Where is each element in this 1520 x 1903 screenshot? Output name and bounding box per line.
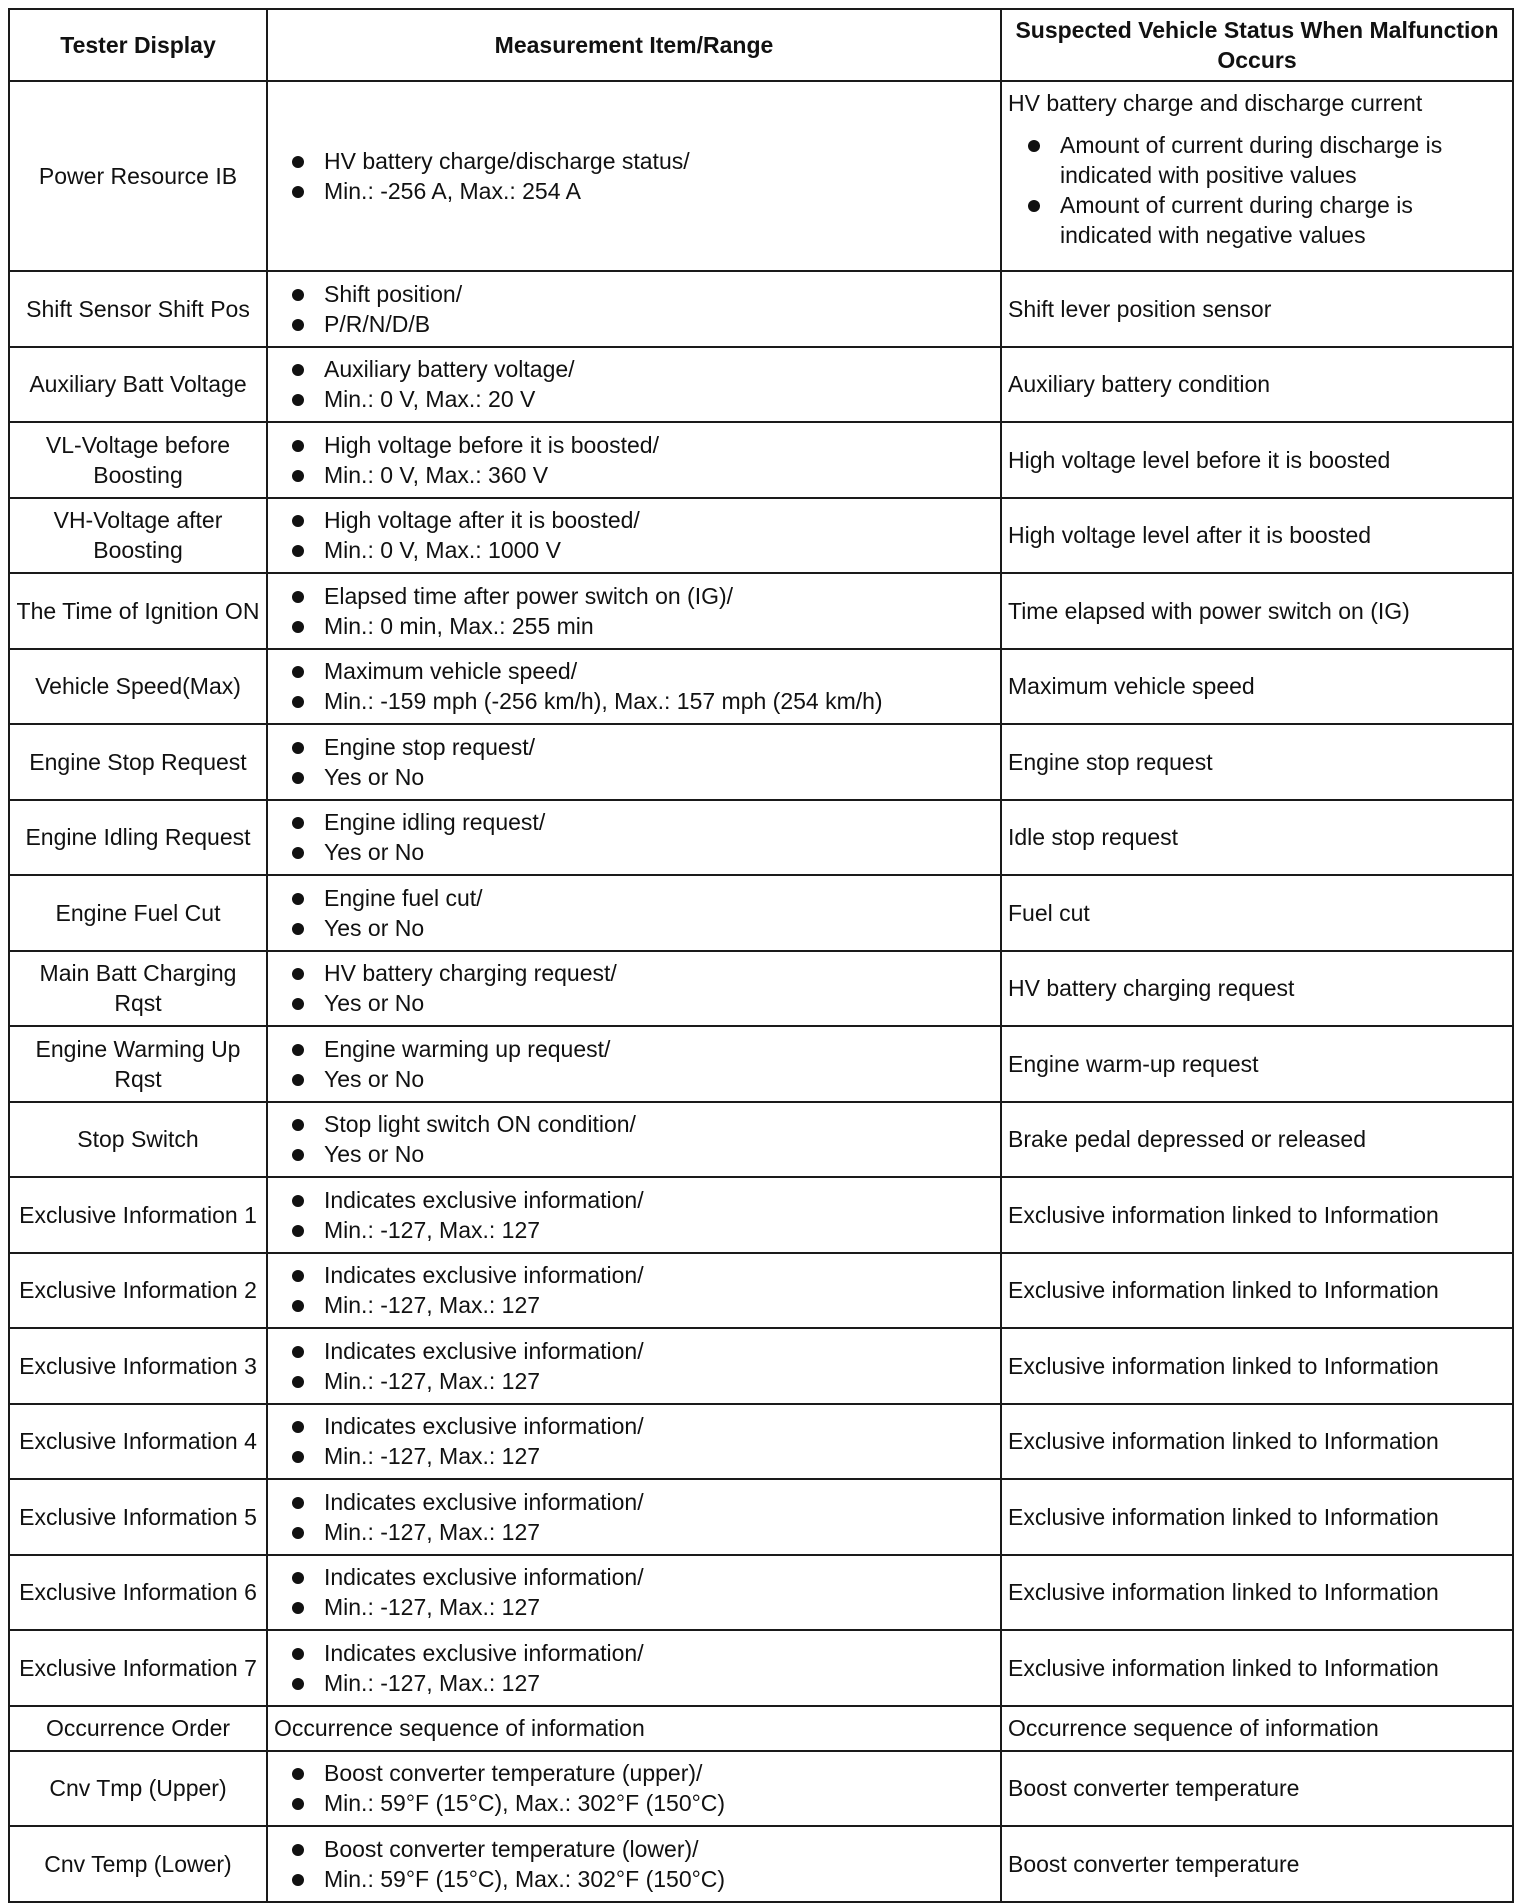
table-row <box>9 1555 1513 1631</box>
measurement-item: Indicates exclusive information/ <box>324 1562 994 1592</box>
measurement-item: Engine fuel cut/ <box>324 883 994 913</box>
measurement-item: Elapsed time after power switch on (IG)/ <box>324 581 994 611</box>
measurement-list <box>274 1487 994 1547</box>
table-row <box>9 1404 1513 1480</box>
table-row <box>9 271 1513 347</box>
measurement-cell <box>267 1555 1001 1631</box>
measurement-item: Engine idling request/ <box>324 807 994 837</box>
tester-display-cell: Vehicle Speed(Max) <box>9 649 267 725</box>
measurement-cell <box>267 1826 1001 1902</box>
table-row <box>9 1751 1513 1827</box>
measurement-item: Indicates exclusive information/ <box>324 1411 994 1441</box>
measurement-cell <box>267 1630 1001 1706</box>
measurement-item: Yes or No <box>324 762 994 792</box>
measurement-item: Min.: -159 mph (-256 km/h), Max.: 157 mph (254 km/h) <box>324 686 994 716</box>
measurement-item: Min.: -127, Max.: 127 <box>324 1517 994 1547</box>
measurement-cell <box>267 1026 1001 1102</box>
measurement-list <box>274 1034 994 1094</box>
tester-display-cell: Exclusive Information 4 <box>9 1404 267 1480</box>
table-row <box>9 800 1513 876</box>
measurement-item: Stop light switch ON condition/ <box>324 1109 994 1139</box>
status-cell: Exclusive information linked to Information <box>1001 1479 1513 1555</box>
status-cell: Exclusive information linked to Information <box>1001 1404 1513 1480</box>
measurement-item: High voltage after it is boosted/ <box>324 505 994 535</box>
measurement-item: Yes or No <box>324 913 994 943</box>
table-row <box>9 1826 1513 1902</box>
measurement-list <box>274 732 994 792</box>
measurement-item: Min.: -127, Max.: 127 <box>324 1215 994 1245</box>
tester-display-cell: Exclusive Information 2 <box>9 1253 267 1329</box>
status-heading: HV battery charge and discharge current <box>1008 90 1423 116</box>
measurement-item: Min.: 59°F (15°C), Max.: 302°F (150°C) <box>324 1864 994 1894</box>
measurement-item: Shift position/ <box>324 279 994 309</box>
measurement-list <box>274 581 994 641</box>
measurement-cell <box>267 1404 1001 1480</box>
measurement-item: Min.: -256 A, Max.: 254 A <box>324 176 994 206</box>
status-cell: Boost converter temperature <box>1001 1751 1513 1827</box>
measurement-item: Auxiliary battery voltage/ <box>324 354 994 384</box>
measurement-list <box>274 430 994 490</box>
tester-display-cell: Auxiliary Batt Voltage <box>9 347 267 423</box>
measurement-cell <box>267 1253 1001 1329</box>
tester-display-cell: Engine Idling Request <box>9 800 267 876</box>
measurement-cell <box>267 724 1001 800</box>
table-row <box>9 724 1513 800</box>
measurement-item: Indicates exclusive information/ <box>324 1638 994 1668</box>
table-row <box>9 875 1513 951</box>
measurement-list <box>274 279 994 339</box>
measurement-cell <box>267 1751 1001 1827</box>
measurement-list <box>274 1411 994 1471</box>
measurement-item: Engine stop request/ <box>324 732 994 762</box>
status-cell: Boost converter temperature <box>1001 1826 1513 1902</box>
table-row <box>9 1102 1513 1178</box>
table-row <box>9 1177 1513 1253</box>
status-cell: Time elapsed with power switch on (IG) <box>1001 573 1513 649</box>
status-cell: Occurrence sequence of information <box>1001 1706 1513 1751</box>
measurement-list <box>274 1336 994 1396</box>
measurement-item: Min.: 0 min, Max.: 255 min <box>324 611 994 641</box>
tester-display-cell: Engine Stop Request <box>9 724 267 800</box>
table-row <box>9 649 1513 725</box>
measurement-cell <box>267 422 1001 498</box>
tester-display-cell: Exclusive Information 5 <box>9 1479 267 1555</box>
measurement-cell <box>267 951 1001 1027</box>
table-row <box>9 951 1513 1027</box>
measurement-list <box>274 1109 994 1169</box>
status-item: Amount of current during discharge is indicated with positive values <box>1060 130 1506 190</box>
measurement-cell <box>267 1102 1001 1178</box>
measurement-cell <box>267 81 1001 271</box>
table-row <box>9 1479 1513 1555</box>
measurement-list <box>274 1562 994 1622</box>
status-cell: Auxiliary battery condition <box>1001 347 1513 423</box>
measurement-item: HV battery charge/discharge status/ <box>324 146 994 176</box>
measurement-cell <box>267 1328 1001 1404</box>
table-row <box>9 1706 1513 1751</box>
table-row <box>9 1630 1513 1706</box>
data-list-table <box>8 8 1514 1903</box>
status-cell: Exclusive information linked to Information <box>1001 1328 1513 1404</box>
tester-display-cell: Stop Switch <box>9 1102 267 1178</box>
tester-display-cell: Engine Warming Up Rqst <box>9 1026 267 1102</box>
measurement-item: Indicates exclusive information/ <box>324 1336 994 1366</box>
measurement-item: Min.: -127, Max.: 127 <box>324 1366 994 1396</box>
measurement-cell <box>267 573 1001 649</box>
measurement-cell <box>267 1177 1001 1253</box>
measurement-cell <box>267 498 1001 574</box>
measurement-item: Boost converter temperature (lower)/ <box>324 1834 994 1864</box>
measurement-item: Yes or No <box>324 988 994 1018</box>
status-cell: Exclusive information linked to Information <box>1001 1177 1513 1253</box>
measurement-item: Min.: 0 V, Max.: 1000 V <box>324 535 994 565</box>
measurement-cell <box>267 649 1001 725</box>
table-row <box>9 1026 1513 1102</box>
measurement-item: P/R/N/D/B <box>324 309 994 339</box>
tester-display-cell: Exclusive Information 3 <box>9 1328 267 1404</box>
status-cell: Engine warm-up request <box>1001 1026 1513 1102</box>
measurement-item: Indicates exclusive information/ <box>324 1487 994 1517</box>
status-cell: Fuel cut <box>1001 875 1513 951</box>
measurement-list <box>274 1758 994 1818</box>
tester-display-cell: Main Batt Charging Rqst <box>9 951 267 1027</box>
table-row <box>9 347 1513 423</box>
status-cell: HV battery charging request <box>1001 951 1513 1027</box>
measurement-item: Min.: 59°F (15°C), Max.: 302°F (150°C) <box>324 1788 994 1818</box>
table-row <box>9 1253 1513 1329</box>
measurement-list <box>274 1638 994 1698</box>
table-row <box>9 498 1513 574</box>
tester-display-cell: Power Resource IB <box>9 81 267 271</box>
measurement-item: Maximum vehicle speed/ <box>324 656 994 686</box>
table-row <box>9 81 1513 271</box>
measurement-item: Yes or No <box>324 1139 994 1169</box>
measurement-list <box>274 354 994 414</box>
measurement-list <box>274 958 994 1018</box>
measurement-item: Min.: 0 V, Max.: 20 V <box>324 384 994 414</box>
table-row <box>9 1328 1513 1404</box>
table-header-row <box>9 9 1513 81</box>
measurement-list <box>274 1834 994 1894</box>
status-cell <box>1001 81 1513 271</box>
measurement-item: Min.: -127, Max.: 127 <box>324 1668 994 1698</box>
header-tester-display: Tester Display <box>9 9 267 81</box>
measurement-cell <box>267 800 1001 876</box>
status-cell: Exclusive information linked to Information <box>1001 1555 1513 1631</box>
measurement-list <box>274 807 994 867</box>
measurement-cell: Occurrence sequence of information <box>267 1706 1001 1751</box>
measurement-item: High voltage before it is boosted/ <box>324 430 994 460</box>
measurement-list <box>274 656 994 716</box>
measurement-item: HV battery charging request/ <box>324 958 994 988</box>
status-cell: Shift lever position sensor <box>1001 271 1513 347</box>
measurement-item: Min.: -127, Max.: 127 <box>324 1592 994 1622</box>
table-row <box>9 422 1513 498</box>
tester-display-cell: VH-Voltage after Boosting <box>9 498 267 574</box>
tester-display-cell: Cnv Tmp (Upper) <box>9 1751 267 1827</box>
status-cell: Brake pedal depressed or released <box>1001 1102 1513 1178</box>
status-list <box>1008 130 1506 250</box>
tester-display-cell: Exclusive Information 6 <box>9 1555 267 1631</box>
measurement-list <box>274 505 994 565</box>
measurement-item: Min.: -127, Max.: 127 <box>324 1441 994 1471</box>
measurement-item: Engine warming up request/ <box>324 1034 994 1064</box>
status-item: Amount of current during charge is indicated with negative values <box>1060 190 1506 250</box>
measurement-item: Yes or No <box>324 1064 994 1094</box>
measurement-cell <box>267 1479 1001 1555</box>
tester-display-cell: Exclusive Information 1 <box>9 1177 267 1253</box>
measurement-item: Indicates exclusive information/ <box>324 1260 994 1290</box>
header-measurement-item-range: Measurement Item/Range <box>267 9 1001 81</box>
measurement-list <box>274 883 994 943</box>
status-cell: Engine stop request <box>1001 724 1513 800</box>
measurement-item: Boost converter temperature (upper)/ <box>324 1758 994 1788</box>
tester-display-cell: The Time of Ignition ON <box>9 573 267 649</box>
measurement-cell <box>267 875 1001 951</box>
tester-display-cell: Occurrence Order <box>9 1706 267 1751</box>
header-suspected-vehicle-status: Suspected Vehicle Status When Malfunction Occurs <box>1001 9 1513 81</box>
measurement-item: Min.: 0 V, Max.: 360 V <box>324 460 994 490</box>
measurement-item: Yes or No <box>324 837 994 867</box>
status-cell: Maximum vehicle speed <box>1001 649 1513 725</box>
tester-display-cell: Cnv Temp (Lower) <box>9 1826 267 1902</box>
measurement-list <box>274 1185 994 1245</box>
status-cell: Exclusive information linked to Information <box>1001 1630 1513 1706</box>
measurement-item: Indicates exclusive information/ <box>324 1185 994 1215</box>
status-cell: High voltage level after it is boosted <box>1001 498 1513 574</box>
status-cell: Exclusive information linked to Information <box>1001 1253 1513 1329</box>
measurement-cell <box>267 347 1001 423</box>
measurement-cell <box>267 271 1001 347</box>
table-row <box>9 573 1513 649</box>
tester-display-cell: Shift Sensor Shift Pos <box>9 271 267 347</box>
tester-display-cell: Engine Fuel Cut <box>9 875 267 951</box>
data-list-document <box>8 8 1514 1903</box>
measurement-item: Min.: -127, Max.: 127 <box>324 1290 994 1320</box>
tester-display-cell: VL-Voltage before Boosting <box>9 422 267 498</box>
status-cell: High voltage level before it is boosted <box>1001 422 1513 498</box>
measurement-list <box>274 1260 994 1320</box>
measurement-list <box>274 146 994 206</box>
status-cell: Idle stop request <box>1001 800 1513 876</box>
tester-display-cell: Exclusive Information 7 <box>9 1630 267 1706</box>
